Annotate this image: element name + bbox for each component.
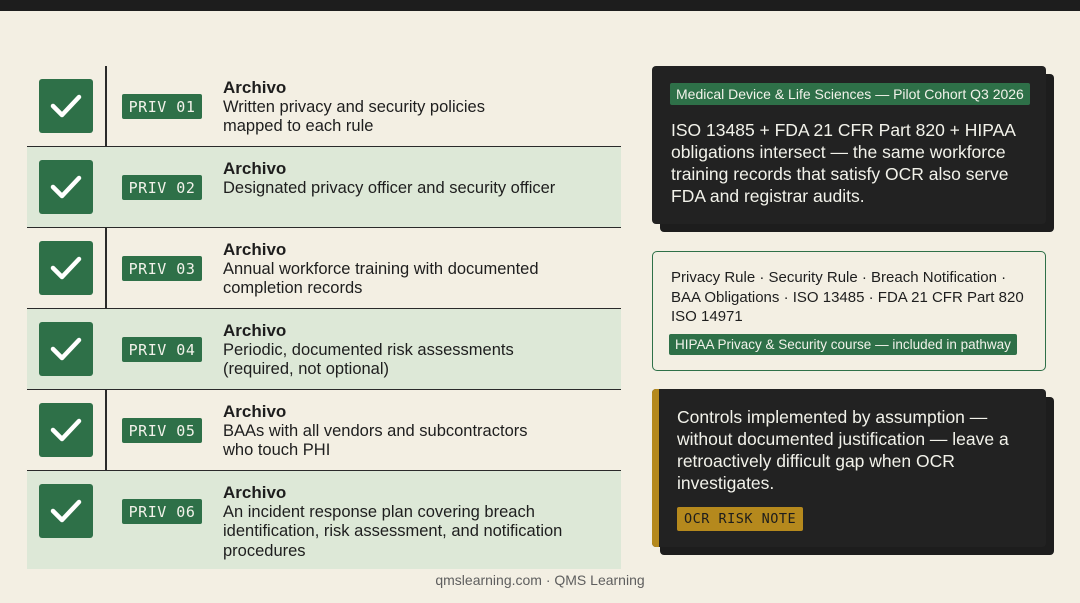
check-icon [39,160,93,214]
control-title: Archivo [223,159,287,178]
accent-bar [652,389,659,547]
check-icon [39,79,93,133]
control-title: Archivo [223,321,287,340]
risk-note-tag: OCR RISK NOTE [677,507,803,531]
control-text [223,321,613,380]
top-bar [0,0,1080,11]
checklist-row [27,390,621,471]
control-title: Archivo [223,240,287,259]
privacy-checklist [27,66,621,569]
control-description-line: BAAs with all vendors and subcontractors [223,421,528,440]
control-code: PRIV 06 [122,499,202,524]
checklist-row [27,471,621,569]
control-description-line: An incident response plan covering breach [223,502,535,521]
control-code: PRIV 03 [122,256,202,281]
checklist-row [27,147,621,228]
control-title: Archivo [223,483,287,502]
risk-note-card [652,389,1046,547]
course-tag: HIPAA Privacy & Security course — included in pathway [669,334,1017,355]
control-text [223,159,613,198]
cohort-body: ISO 13485 + FDA 21 CFR Part 820 + HIPAA obligations intersect — the same workforce training records that satisfy OCR also serve FDA and registrar audits. [671,120,1016,206]
cohort-tag: Medical Device & Life Sciences — Pilot Cohort Q3 2026 [670,83,1030,105]
control-description-line: mapped to each rule [223,117,374,135]
topics-list: Privacy Rule · Security Rule · Breach Notification · BAA Obligations · ISO 13485 · FDA 21 CFR Part 820 ISO 14971 [671,269,1024,325]
control-description-line: who touch PHI [223,441,331,459]
control-description-line: procedures [223,541,306,560]
risk-note-body: Controls implemented by assumption — without documented justification — leave a retroactively difficult gap when OCR investigates. [677,407,1009,493]
checklist-row [27,309,621,390]
cohort-card [652,66,1046,224]
control-title: Archivo [223,402,287,421]
control-description-line: Periodic, documented risk assessments [223,340,514,359]
control-text [223,240,613,299]
check-icon [39,403,93,457]
control-text [223,483,613,561]
control-description-line: (required, not optional) [223,360,390,378]
topics-card [652,251,1046,371]
control-description-line: identification, risk assessment, and notification [223,522,563,540]
check-icon [39,241,93,295]
control-description-line: Annual workforce training with documented [223,259,539,278]
checklist-row [27,228,621,309]
control-description-line: completion records [223,279,363,297]
footer-credit: qmslearning.com · QMS Learning [435,572,645,588]
check-icon [39,322,93,376]
control-title: Archivo [223,78,287,97]
control-code: PRIV 01 [122,94,202,119]
control-code: PRIV 04 [122,337,202,362]
control-description-line: Written privacy and security policies [223,97,485,116]
control-code: PRIV 05 [122,418,202,443]
control-text [223,402,613,461]
control-description-line: Designated privacy officer and security officer [223,178,556,197]
control-code: PRIV 02 [122,175,202,200]
checklist-row [27,66,621,147]
check-icon [39,484,93,538]
control-text [223,78,613,137]
